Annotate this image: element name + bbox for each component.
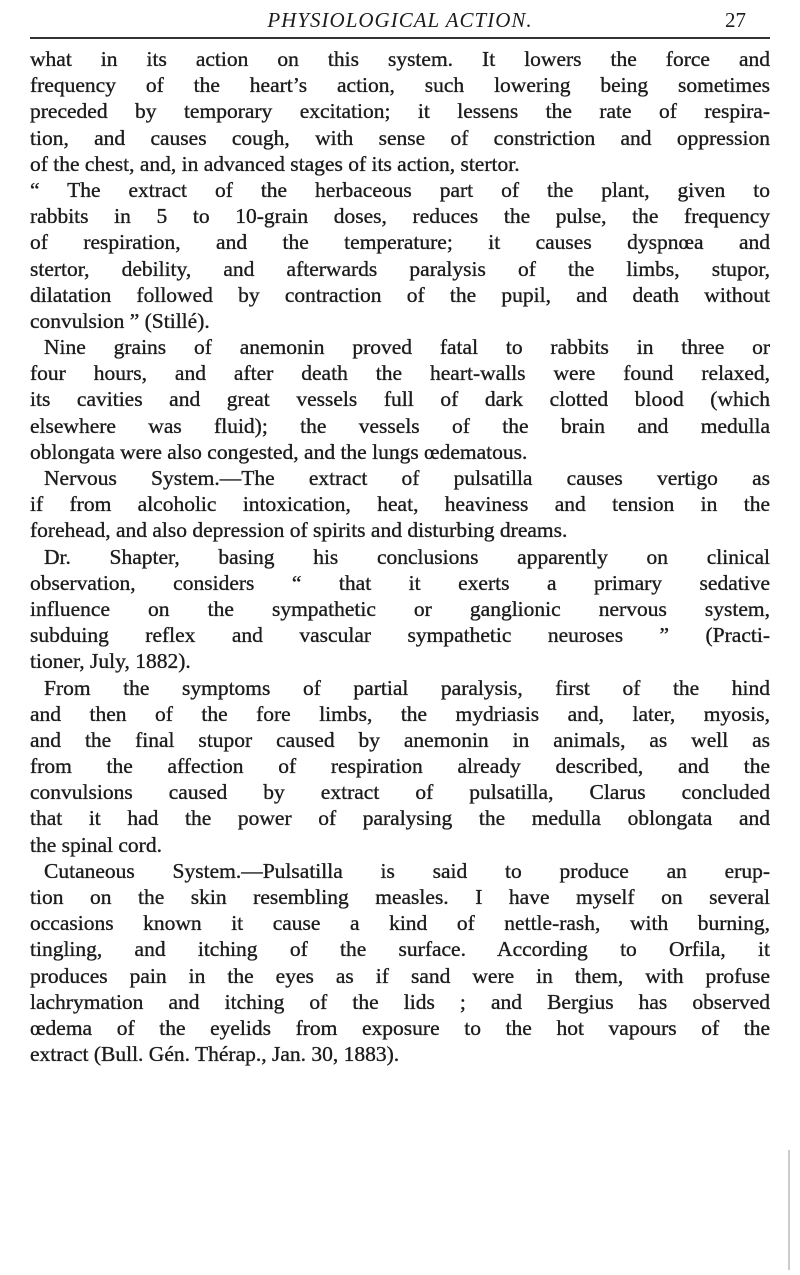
text-line: frequency of the heart’s action, such lowering being sometimes — [30, 73, 770, 98]
text-line: Nine grains of anemonin proved fatal to rabbits in three or — [44, 335, 770, 360]
text-line: rabbits in 5 to 10-grain doses, reduces the pulse, the frequency — [30, 204, 770, 229]
text-line: if from alcoholic intoxication, heat, heaviness and tension in the — [30, 492, 770, 517]
text-line: occasions known it cause a kind of nettle-rash, with burning, — [30, 911, 770, 936]
text-line: convulsions caused by extract of pulsatilla, Clarus concluded — [30, 780, 770, 805]
text-line: subduing reflex and vascular sympathetic neuroses ” (Practi- — [30, 623, 770, 648]
text-line: elsewhere was fluid); the vessels of the brain and medulla — [30, 413, 770, 438]
text-line: the spinal cord. — [30, 832, 162, 857]
text-line: preceded by temporary excitation; it lessens the rate of respira- — [30, 99, 770, 124]
running-header — [30, 8, 770, 36]
text-line: oblongata were also congested, and the lungs œdematous. — [30, 439, 528, 464]
text-line: and the final stupor caused by anemonin in animals, as well as — [30, 727, 770, 752]
text-line: convulsion ” (Stillé). — [30, 308, 210, 333]
page-edge — [788, 1150, 790, 1270]
text-line: of the chest, and, in advanced stages of its action, stertor. — [30, 151, 520, 176]
text-line: Cutaneous System.—Pulsatilla is said to produce an erup- — [44, 858, 770, 883]
text-line: from the affection of respiration already described, and the — [30, 754, 770, 779]
running-title: PHYSIOLOGICAL ACTION. — [267, 8, 533, 32]
text-line: tioner, July, 1882). — [30, 649, 191, 674]
text-line: influence on the sympathetic or ganglionic nervous system, — [30, 596, 770, 621]
text-line: four hours, and after death the heart-walls were found relaxed, — [30, 361, 770, 386]
header-rule — [30, 37, 770, 39]
text-line: dilatation followed by contraction of the pupil, and death without — [30, 282, 770, 307]
text-line: œdema of the eyelids from exposure to the hot vapours of the — [30, 1015, 770, 1040]
text-line: From the symptoms of partial paralysis, first of the hind — [44, 675, 770, 700]
text-line: of respiration, and the temperature; it causes dyspnœa and — [30, 230, 770, 255]
text-line: stertor, debility, and afterwards paralysis of the limbs, stupor, — [30, 256, 770, 281]
text-line: “ The extract of the herbaceous part of the plant, given to — [30, 177, 770, 202]
text-line: tion on the skin resembling measles. I have myself on several — [30, 885, 770, 909]
text-line: what in its action on this system. It lowers the force and — [30, 47, 770, 71]
text-line: lachrymation and itching of the lids ; and Bergius has observed — [30, 989, 770, 1014]
text-line: extract (Bull. Gén. Thérap., Jan. 30, 1883). — [30, 1042, 400, 1067]
text-line: its cavities and great vessels full of dark clotted blood (which — [30, 387, 770, 412]
text-line: forehead, and also depression of spirits and disturbing dreams. — [30, 518, 568, 543]
text-line: that it had the power of paralysing the medulla oblongata and — [30, 806, 770, 831]
text-line: tion, and causes cough, with sense of constriction and oppression — [30, 125, 770, 150]
text-line: and then of the fore limbs, the mydriasis and, later, myosis, — [30, 701, 770, 726]
text-line: Nervous System.—The extract of pulsatilla causes vertigo as — [44, 466, 770, 490]
body-text — [30, 46, 770, 1067]
text-line: observation, considers “ that it exerts a primary sedative — [30, 570, 770, 595]
text-line: produces pain in the eyes as if sand were in them, with profuse — [30, 963, 770, 988]
text-line: tingling, and itching of the surface. According to Orfila, it — [30, 937, 770, 962]
text-line: Dr. Shapter, basing his conclusions apparently on clinical — [44, 544, 770, 569]
page-number: 27 — [725, 8, 746, 32]
